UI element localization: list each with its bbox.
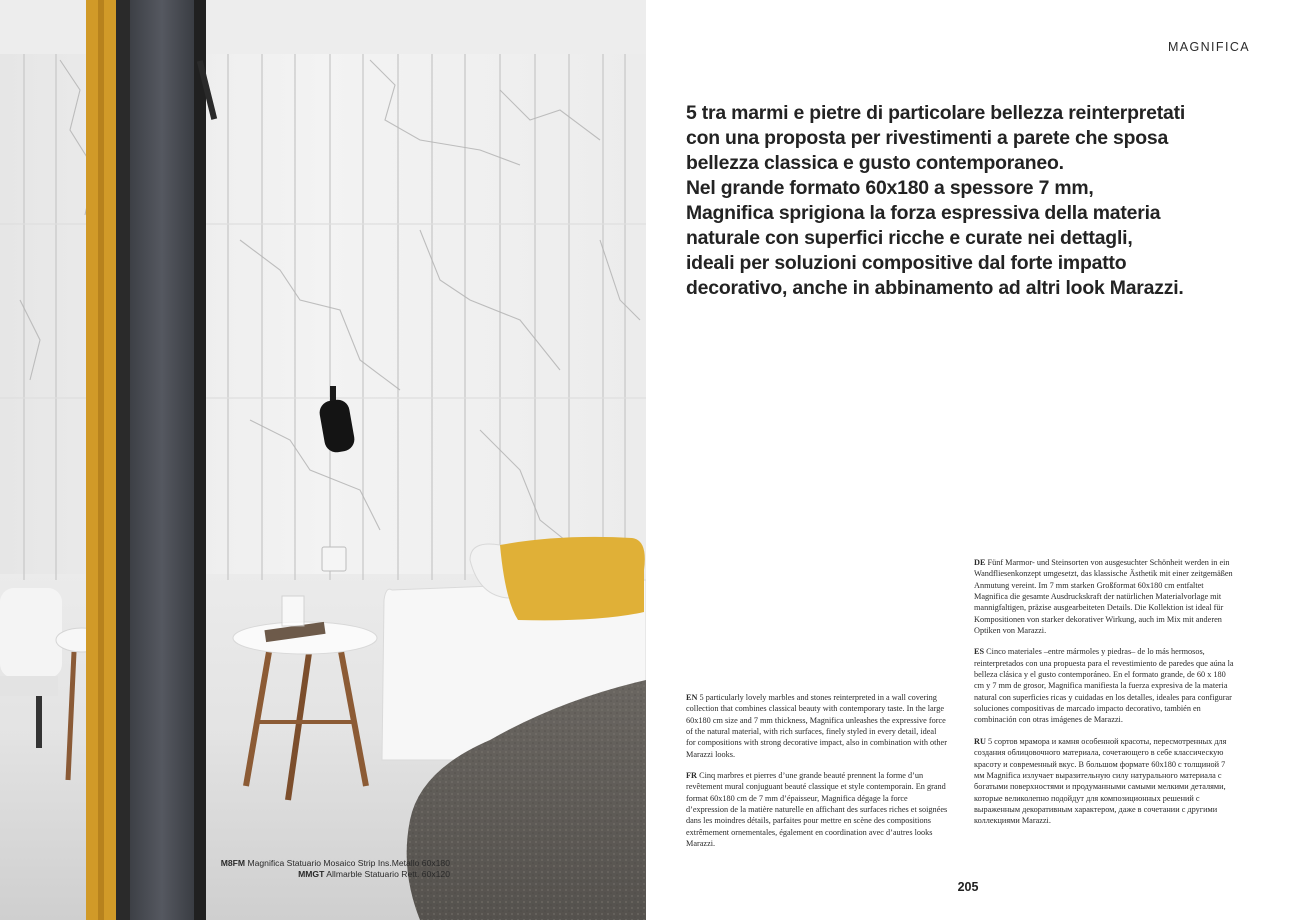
- caption-text-2: Allmarble Statuario Rett. 60x120: [326, 869, 450, 879]
- page-number: 205: [957, 880, 979, 894]
- lang-code-en: EN: [686, 693, 698, 702]
- photo-caption: [150, 858, 450, 880]
- caption-line-1: [150, 858, 450, 869]
- text-de: [974, 557, 1236, 636]
- lang-code-fr: FR: [686, 771, 697, 781]
- lead-text: [686, 101, 1186, 301]
- lang-code-es: ES: [974, 647, 985, 657]
- text-ru: [974, 736, 1236, 827]
- lead-paragraph-1: 5 tra marmi e pietre di particolare bellezza reinterpretati con una proposta per rivestimenti a parete che sposa bellezza classica e gusto contemporaneo.: [686, 102, 1186, 174]
- text-es: [974, 646, 1236, 725]
- lang-code-de: DE: [974, 558, 986, 567]
- caption-line-2: [150, 869, 450, 880]
- translations-column-left: [686, 692, 948, 859]
- text-ru-body: 5 сортов мрамора и камня особенной красоты, пересмотренных для создания облицовочного материала, сочетающего в себе классическую красоту и современный вкус. В большом формате 60x180 с толщиной 7 мм Magnifica излучает выразительную силу натурального материала с богатыми поверхностями и продуманными самыми мелкими деталями, которые великолепно подойдут для композиционных решений с выраженным декоративным характером, даже в сочетании с другими коллекциями Marazzi.: [974, 736, 1227, 826]
- text-en: [686, 692, 948, 760]
- caption-code-2: MMGT: [298, 869, 325, 879]
- lead-paragraph-2: Nel grande formato 60x180 a spessore 7 mm, Magnifica sprigiona la forza espressiva della materia naturale con superfici ricche e curate nei dettagli, ideali per soluzioni compositive dal forte impatto decorativo, anche in abbinamento ad altri look Marazzi.: [686, 177, 1184, 299]
- text-fr-body: Cinq marbres et pierres d’une grande beauté prennent la forme d’un revêtement mural conjuguant beauté classique et style contemporain. En grand format 60x180 cm de 7 mm d’épaisseur, Magnifica dégage la force d’expression de la matière naturelle en affichant des surfaces riches et soignées dans les moindres détails, parfaites pour mettre en scène des compositions extrêmement ornementales, également en coordination avec d’autres looks Marazzi.: [686, 771, 948, 849]
- collection-brand: MAGNIFICA: [1167, 40, 1250, 54]
- text-fr: [686, 770, 948, 849]
- yellow-cushion: [500, 537, 645, 620]
- translations-column-right: [974, 557, 1236, 837]
- caption-text-1: Magnifica Statuario Mosaico Strip Ins.Metallo 60x180: [247, 858, 450, 868]
- lang-code-ru: RU: [974, 736, 986, 746]
- glass-door: [86, 0, 217, 920]
- wall-switch: [322, 547, 346, 571]
- text-en-body: 5 particularly lovely marbles and stones reinterpreted in a wall covering collection that combines classical beauty with contemporary taste. In the large 60x180 cm size and 7 mm thickness, Magnifica unleashes the expressive force of the natural material, with rich surfaces, finely styled in every detail, ideal for compositions with strong decorative impact, also in combination with other Marazzi looks.: [686, 693, 947, 759]
- text-de-body: Fünf Marmor- und Steinsorten von ausgesuchter Schönheit werden in ein Wandfliesenkonzept umgesetzt, das klassische Ästhetik mit einer zeitgemäßen Anmutung vereint. Im 7 mm starken Großformat 60x180 cm entfaltet Magnifica die gesamte Ausdruckskraft der natürlichen Materialvorlage mit mannigfaltigen, präzise ausgearbeiteten Details. Die Kollektion ist ideal für Kompositionen von starker dekorativer Wirkung, auch im Mix mit anderen Optiken von Marazzi.: [974, 558, 1233, 636]
- caption-code-1: M8FM: [220, 858, 246, 868]
- text-es-body: Cinco materiales –entre mármoles y piedras– de lo más hermosos, reinterpretados con una propuesta para el revestimiento de paredes que aúna la belleza clásica y el gusto contemporáneo. En el formato grande, de 60 x 180 cm y 7 mm de grosor, Magnifica manifiesta la fuerza expresiva de la materia natural con superficies ricas y cuidadas en los detalles, ideales para configurar soluciones compositivas de marcado impacto decorativo, también en combinación con otras imágenes de Marazzi.: [974, 647, 1234, 725]
